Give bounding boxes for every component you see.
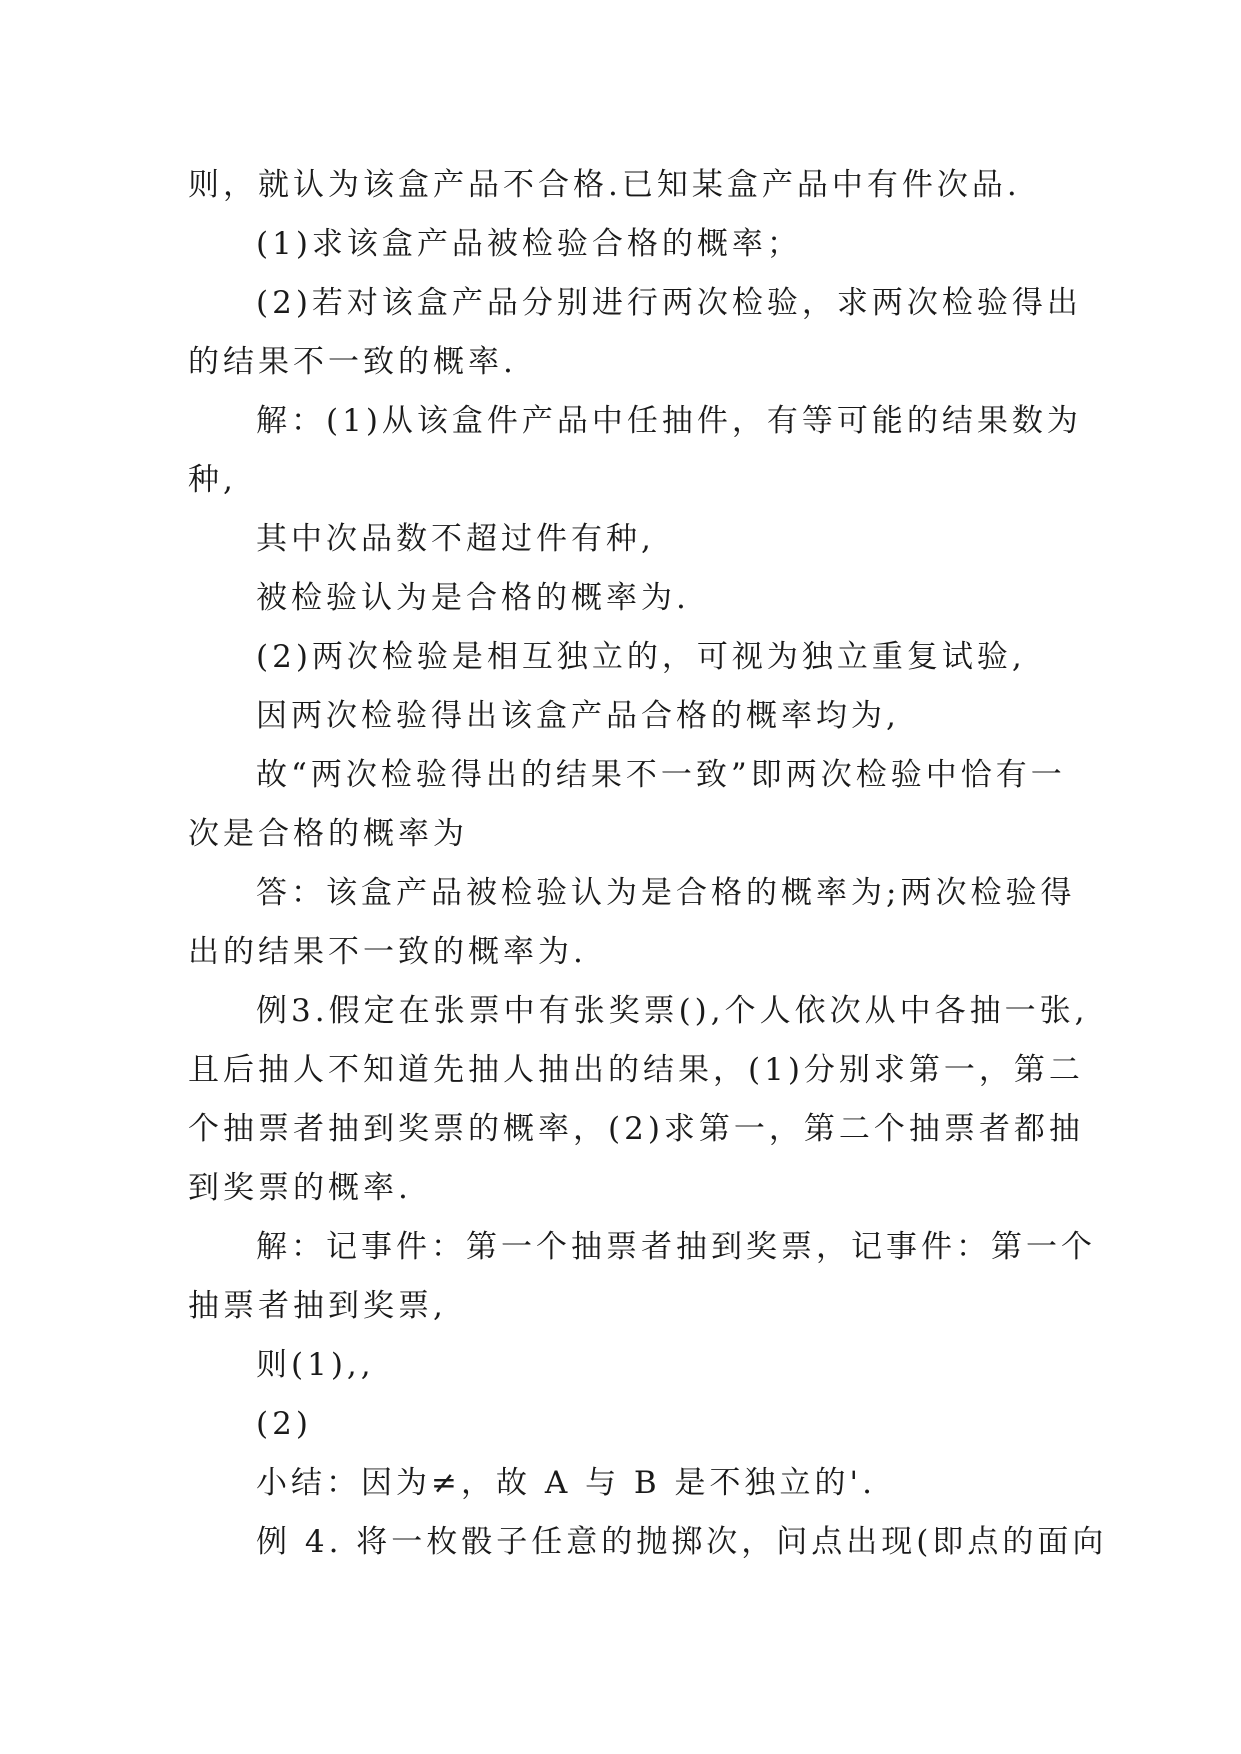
text-line: 被检验认为是合格的概率为. xyxy=(256,580,690,616)
text-line: (2) xyxy=(256,1406,312,1442)
text-line: 例3.假定在张票中有张奖票(),个人依次从中各抽一张, xyxy=(256,993,1089,1029)
text-line: 答：该盒产品被检验认为是合格的概率为;两次检验得 xyxy=(256,875,1076,911)
text-line: 解：(1)从该盒件产品中任抽件，有等可能的结果数为 xyxy=(256,403,1082,439)
text-line: (2)若对该盒产品分别进行两次检验，求两次检验得出 xyxy=(256,285,1082,321)
text-line: 抽票者抽到奖票, xyxy=(188,1288,447,1324)
text-line: 小结：因为≠，故 A 与 B 是不独立的'. xyxy=(256,1465,876,1501)
text-line: 解：记事件：第一个抽票者抽到奖票，记事件：第一个 xyxy=(256,1229,1096,1265)
text-line: (2)两次检验是相互独立的，可视为独立重复试验, xyxy=(256,639,1026,675)
text-line: 因两次检验得出该盒产品合格的概率均为, xyxy=(256,698,900,734)
text-line: 且后抽人不知道先抽人抽出的结果，(1)分别求第一，第二 xyxy=(188,1052,1084,1088)
text-line: 到奖票的概率. xyxy=(188,1170,412,1206)
text-line: 例 4. 将一枚骰子任意的抛掷次，问点出现(即点的面向 xyxy=(256,1524,1108,1560)
text-line: 其中次品数不超过件有种, xyxy=(256,521,655,557)
text-line: 次是合格的概率为 xyxy=(188,816,468,852)
text-line: 的结果不一致的概率. xyxy=(188,344,517,380)
text-line: 故“两次检验得出的结果不一致”即两次检验中恰有一 xyxy=(256,757,1066,793)
text-line: 种, xyxy=(188,462,237,498)
text-line: 个抽票者抽到奖票的概率，(2)求第一，第二个抽票者都抽 xyxy=(188,1111,1084,1147)
text-line: 出的结果不一致的概率为. xyxy=(188,934,587,970)
text-line: (1)求该盒产品被检验合格的概率； xyxy=(256,226,802,262)
text-line: 则，就认为该盒产品不合格.已知某盒产品中有件次品. xyxy=(188,167,1021,203)
body-text xyxy=(188,156,1108,1572)
text-line: 则(1),, xyxy=(256,1347,375,1383)
